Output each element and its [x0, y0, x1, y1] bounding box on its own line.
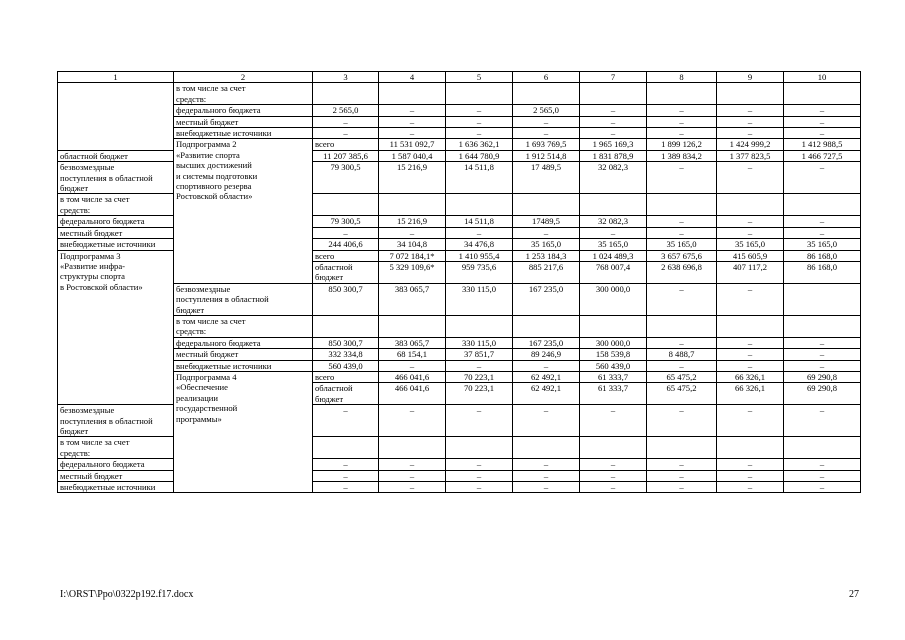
value-cell — [580, 315, 647, 337]
value-cell: – — [513, 360, 580, 371]
value-cell: 61 333,7 — [580, 383, 647, 405]
value-cell: – — [784, 116, 861, 127]
funding-source-label: местный бюджет — [58, 470, 174, 481]
value-cell — [313, 83, 379, 105]
value-cell — [513, 315, 580, 337]
funding-source-label: в том числе за счет средств: — [58, 437, 174, 459]
value-cell — [379, 83, 446, 105]
value-cell: 34 476,8 — [446, 239, 513, 250]
value-cell: 35 165,0 — [580, 239, 647, 250]
funding-source-label: в том числе за счет средств: — [174, 315, 313, 337]
value-cell: – — [446, 116, 513, 127]
funding-source-label: областной бюджет — [58, 150, 174, 161]
footer-page-number: 27 — [849, 589, 859, 600]
subprogram-name: Подпрограмма 3 «Развитие инфра- структуры спорта в Ростовской области» — [58, 250, 174, 405]
value-cell: 62 492,1 — [513, 383, 580, 405]
value-cell: – — [313, 128, 379, 139]
value-cell: – — [717, 227, 784, 238]
value-cell: 244 406,6 — [313, 239, 379, 250]
budget-table — [57, 71, 861, 493]
value-cell: – — [784, 349, 861, 360]
value-cell — [446, 437, 513, 459]
value-cell — [784, 315, 861, 337]
value-cell — [379, 315, 446, 337]
value-cell: 79 300,5 — [313, 216, 379, 227]
value-cell: – — [717, 105, 784, 116]
value-cell: 66 326,1 — [717, 383, 784, 405]
funding-source-label: местный бюджет — [58, 227, 174, 238]
value-cell: 332 334,8 — [313, 349, 379, 360]
value-cell: 300 000,0 — [580, 283, 647, 315]
value-cell: – — [580, 405, 647, 437]
value-cell: – — [580, 105, 647, 116]
value-cell: – — [446, 105, 513, 116]
value-cell — [580, 83, 647, 105]
value-cell: 885 217,6 — [513, 261, 580, 283]
value-cell: – — [580, 227, 647, 238]
value-cell: 1 377 823,5 — [717, 150, 784, 161]
value-cell: – — [784, 128, 861, 139]
value-cell: – — [647, 459, 717, 470]
value-cell: – — [717, 405, 784, 437]
value-cell: 768 007,4 — [580, 261, 647, 283]
value-cell: 14 511,8 — [446, 216, 513, 227]
value-cell: – — [717, 360, 784, 371]
value-cell: – — [379, 459, 446, 470]
value-cell: 1 965 169,3 — [580, 139, 647, 150]
value-cell: – — [717, 470, 784, 481]
value-cell: 11 531 092,7 — [379, 139, 446, 150]
value-cell: 2 565,0 — [513, 105, 580, 116]
table-row — [58, 139, 861, 150]
value-cell: – — [717, 283, 784, 315]
header-cell: 8 — [647, 72, 717, 83]
value-cell: 65 475,2 — [647, 371, 717, 382]
funding-source-label: безвозмездные поступления в областной бюджет — [58, 405, 174, 437]
value-cell: 70 223,1 — [446, 383, 513, 405]
value-cell: 62 492,1 — [513, 371, 580, 382]
value-cell — [784, 283, 861, 315]
table-row — [58, 283, 861, 315]
value-cell — [513, 194, 580, 216]
value-cell: – — [647, 337, 717, 348]
value-cell — [784, 83, 861, 105]
value-cell: 7 072 184,1* — [379, 250, 446, 261]
value-cell — [446, 315, 513, 337]
value-cell: – — [379, 227, 446, 238]
value-cell: – — [717, 216, 784, 227]
value-cell: 89 246,9 — [513, 349, 580, 360]
value-cell: 66 326,1 — [717, 371, 784, 382]
header-cell: 10 — [784, 72, 861, 83]
value-cell: – — [446, 405, 513, 437]
value-cell — [784, 194, 861, 216]
value-cell: 69 290,8 — [784, 371, 861, 382]
value-cell: – — [580, 482, 647, 493]
value-cell: – — [784, 459, 861, 470]
value-cell: 86 168,0 — [784, 261, 861, 283]
footer-file-path: I:\ORST\Ppo\0322p192.f17.docx — [60, 589, 194, 600]
header-cell: 2 — [174, 72, 313, 83]
value-cell: 158 539,8 — [580, 349, 647, 360]
value-cell: – — [313, 482, 379, 493]
value-cell: 2 638 696,8 — [647, 261, 717, 283]
value-cell: 1 636 362,1 — [446, 139, 513, 150]
value-cell: – — [647, 405, 717, 437]
value-cell — [513, 437, 580, 459]
header-row — [58, 72, 861, 83]
value-cell: – — [647, 116, 717, 127]
value-cell: 5 329 109,6* — [379, 261, 446, 283]
value-cell — [313, 315, 379, 337]
value-cell — [379, 437, 446, 459]
value-cell: – — [647, 162, 717, 194]
value-cell — [717, 437, 784, 459]
value-cell: 37 851,7 — [446, 349, 513, 360]
value-cell — [717, 315, 784, 337]
value-cell: – — [717, 459, 784, 470]
value-cell: – — [647, 128, 717, 139]
value-cell: 1 899 126,2 — [647, 139, 717, 150]
value-cell: 383 065,7 — [379, 283, 446, 315]
value-cell: – — [313, 227, 379, 238]
value-cell: – — [313, 405, 379, 437]
value-cell: 86 168,0 — [784, 250, 861, 261]
funding-source-label: федерального бюджета — [58, 216, 174, 227]
funding-source-label: всего — [313, 250, 379, 261]
value-cell: – — [513, 128, 580, 139]
value-cell: 15 216,9 — [379, 216, 446, 227]
value-cell: – — [717, 116, 784, 127]
value-cell: 8 488,7 — [647, 349, 717, 360]
value-cell: – — [313, 459, 379, 470]
value-cell — [379, 194, 446, 216]
value-cell: 1 693 769,5 — [513, 139, 580, 150]
table-row — [58, 116, 861, 127]
value-cell: – — [513, 482, 580, 493]
value-cell: 3 657 675,6 — [647, 250, 717, 261]
value-cell: 1 412 988,5 — [784, 139, 861, 150]
value-cell — [446, 83, 513, 105]
value-cell: – — [313, 116, 379, 127]
value-cell: – — [446, 360, 513, 371]
value-cell — [313, 437, 379, 459]
value-cell: 17 489,5 — [513, 162, 580, 194]
value-cell — [313, 194, 379, 216]
funding-source-label: местный бюджет — [174, 349, 313, 360]
value-cell: – — [784, 105, 861, 116]
value-cell: 34 104,8 — [379, 239, 446, 250]
funding-source-label: внебюджетные источники — [174, 360, 313, 371]
funding-source-label: всего — [313, 371, 379, 382]
value-cell: – — [580, 116, 647, 127]
funding-source-label: местный бюджет — [174, 116, 313, 127]
value-cell: – — [580, 128, 647, 139]
table-row — [58, 337, 861, 348]
value-cell: – — [446, 459, 513, 470]
value-cell: – — [446, 128, 513, 139]
value-cell: – — [513, 470, 580, 481]
value-cell: 850 300,7 — [313, 283, 379, 315]
value-cell — [580, 194, 647, 216]
table-row — [58, 349, 861, 360]
subprogram-name: Подпрограмма 4 «Обеспечение реализации государственной программы» — [174, 371, 313, 492]
funding-source-label: внебюджетные источники — [58, 239, 174, 250]
value-cell: – — [446, 482, 513, 493]
funding-source-label: областной бюджет — [313, 383, 379, 405]
value-cell: – — [647, 360, 717, 371]
value-cell: 466 041,6 — [379, 371, 446, 382]
value-cell: – — [647, 216, 717, 227]
funding-source-label: в том числе за счет средств: — [174, 83, 313, 105]
value-cell: 560 439,0 — [313, 360, 379, 371]
value-cell: 32 082,3 — [580, 162, 647, 194]
value-cell: – — [513, 227, 580, 238]
value-cell: 1 644 780,9 — [446, 150, 513, 161]
value-cell: – — [784, 227, 861, 238]
value-cell: – — [446, 227, 513, 238]
value-cell: 79 300,5 — [313, 162, 379, 194]
funding-source-label: внебюджетные источники — [174, 128, 313, 139]
value-cell: – — [784, 470, 861, 481]
value-cell: 167 235,0 — [513, 337, 580, 348]
value-cell: – — [513, 116, 580, 127]
value-cell: – — [379, 128, 446, 139]
value-cell: 300 000,0 — [580, 337, 647, 348]
value-cell: – — [647, 470, 717, 481]
header-cell: 5 — [446, 72, 513, 83]
table-row — [58, 83, 861, 105]
value-cell: 69 290,8 — [784, 383, 861, 405]
value-cell: – — [717, 162, 784, 194]
value-cell: 1 024 489,3 — [580, 250, 647, 261]
value-cell: – — [717, 349, 784, 360]
value-cell: 415 605,9 — [717, 250, 784, 261]
value-cell: 1 466 727,5 — [784, 150, 861, 161]
subprogram-name — [58, 83, 174, 150]
value-cell: 61 333,7 — [580, 371, 647, 382]
value-cell: – — [717, 128, 784, 139]
subprogram-name: Подпрограмма 2 «Развитие спорта высших достижений и системы подготовки спортивного резерва Ростовской области» — [174, 139, 313, 283]
value-cell: 1 424 999,2 — [717, 139, 784, 150]
value-cell: – — [784, 405, 861, 437]
value-cell: – — [313, 470, 379, 481]
value-cell: 15 216,9 — [379, 162, 446, 194]
value-cell: 383 065,7 — [379, 337, 446, 348]
table-row — [58, 315, 861, 337]
value-cell: – — [513, 405, 580, 437]
value-cell: 32 082,3 — [580, 216, 647, 227]
value-cell: – — [784, 337, 861, 348]
value-cell: – — [784, 482, 861, 493]
funding-source-label: безвозмездные поступления в областной бюджет — [58, 162, 174, 194]
table-row — [58, 371, 861, 382]
value-cell: – — [784, 216, 861, 227]
header-cell: 9 — [717, 72, 784, 83]
value-cell: 1 587 040,4 — [379, 150, 446, 161]
funding-source-label: всего — [313, 139, 379, 150]
value-cell: – — [647, 482, 717, 493]
value-cell: – — [647, 105, 717, 116]
value-cell — [446, 194, 513, 216]
value-cell — [647, 194, 717, 216]
value-cell: 35 165,0 — [784, 239, 861, 250]
value-cell: – — [513, 459, 580, 470]
value-cell: – — [446, 470, 513, 481]
value-cell: 11 207 385,6 — [313, 150, 379, 161]
value-cell: 68 154,1 — [379, 349, 446, 360]
value-cell: 407 117,2 — [717, 261, 784, 283]
value-cell: – — [717, 482, 784, 493]
value-cell — [647, 437, 717, 459]
value-cell: – — [379, 405, 446, 437]
value-cell: 330 115,0 — [446, 283, 513, 315]
value-cell: – — [647, 283, 717, 315]
value-cell: 14 511,8 — [446, 162, 513, 194]
header-cell: 3 — [313, 72, 379, 83]
funding-source-label: федерального бюджета — [174, 105, 313, 116]
value-cell: – — [580, 470, 647, 481]
value-cell: 167 235,0 — [513, 283, 580, 315]
value-cell: 466 041,6 — [379, 383, 446, 405]
value-cell — [784, 437, 861, 459]
funding-source-label: в том числе за счет средств: — [58, 194, 174, 216]
value-cell: 1 912 514,8 — [513, 150, 580, 161]
header-cell: 4 — [379, 72, 446, 83]
funding-source-label: федерального бюджета — [174, 337, 313, 348]
value-cell: 35 165,0 — [647, 239, 717, 250]
value-cell: 70 223,1 — [446, 371, 513, 382]
value-cell: – — [379, 116, 446, 127]
value-cell: 1 253 184,3 — [513, 250, 580, 261]
value-cell: 35 165,0 — [717, 239, 784, 250]
value-cell: 17489,5 — [513, 216, 580, 227]
value-cell — [717, 194, 784, 216]
value-cell: 1 410 955,4 — [446, 250, 513, 261]
value-cell: 1 389 834,2 — [647, 150, 717, 161]
value-cell: – — [379, 482, 446, 493]
value-cell: 330 115,0 — [446, 337, 513, 348]
table-row — [58, 128, 861, 139]
header-cell: 7 — [580, 72, 647, 83]
value-cell: – — [379, 105, 446, 116]
value-cell: – — [647, 227, 717, 238]
value-cell: 560 439,0 — [580, 360, 647, 371]
value-cell — [717, 83, 784, 105]
value-cell: 959 735,6 — [446, 261, 513, 283]
value-cell: 35 165,0 — [513, 239, 580, 250]
table-row — [58, 360, 861, 371]
value-cell — [580, 437, 647, 459]
value-cell: 850 300,7 — [313, 337, 379, 348]
value-cell: – — [717, 337, 784, 348]
value-cell: 2 565,0 — [313, 105, 379, 116]
value-cell — [513, 83, 580, 105]
value-cell: – — [580, 459, 647, 470]
value-cell — [647, 83, 717, 105]
header-cell: 6 — [513, 72, 580, 83]
value-cell: 65 475,2 — [647, 383, 717, 405]
funding-source-label: федерального бюджета — [58, 459, 174, 470]
table-row — [58, 105, 861, 116]
header-cell: 1 — [58, 72, 174, 83]
funding-source-label: областной бюджет — [313, 261, 379, 283]
value-cell: – — [379, 470, 446, 481]
funding-source-label: внебюджетные источники — [58, 482, 174, 493]
value-cell: – — [379, 360, 446, 371]
value-cell: 1 831 878,9 — [580, 150, 647, 161]
funding-source-label: безвозмездные поступления в областной бюджет — [174, 283, 313, 315]
value-cell: – — [784, 162, 861, 194]
value-cell — [647, 315, 717, 337]
value-cell: – — [784, 360, 861, 371]
